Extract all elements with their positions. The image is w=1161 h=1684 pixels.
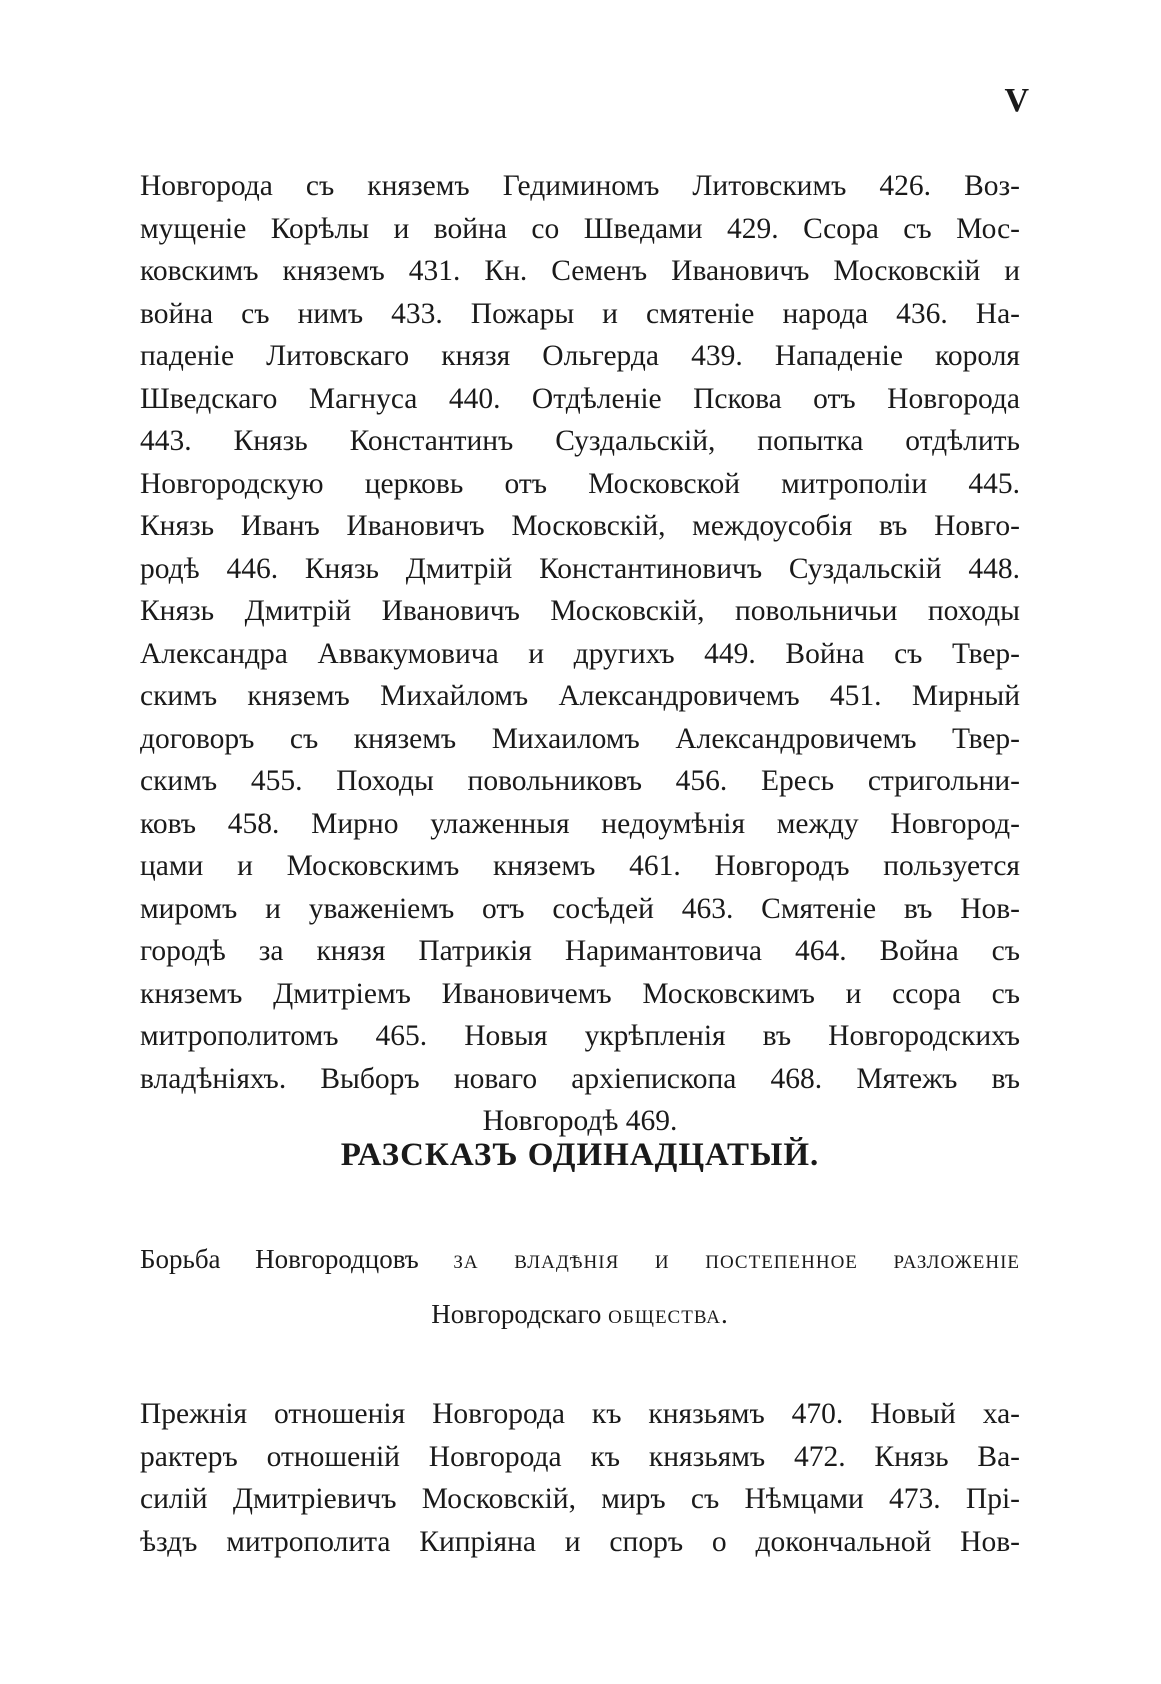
text-line: митрополитомъ 465. Новыя укрѣпленія въ Новгородскихъ [140,1020,1020,1052]
summary-paragraph-continued [140,165,1020,1143]
text-line: ковъ 458. Мирно улаженныя недоумѣнія между Новгород- [140,807,1020,840]
text-line: миромъ и уваженіемъ отъ сосѣдей 463. Смятеніе въ Нов- [140,892,1020,925]
subtitle-part: Борьба Новгородцовъ [140,1244,419,1274]
chapter-subtitle [140,1232,1020,1342]
text-line: рактеръ отношеній Новгорода къ князьямъ 472. Князь Ва- [140,1440,1020,1473]
text-line: Прежнія отношенія Новгорода къ князьямъ 470. Новый ха- [140,1398,1020,1430]
text-line: 443. Князь Константинъ Суздальскій, попытка отдѣлить [140,425,1020,457]
subtitle-line [140,1287,1020,1342]
subtitle-part: Новгородскаго [431,1299,602,1329]
subtitle-part-small-caps: за владѣнія и постепенное разложеніе [453,1244,1021,1274]
text-line: договоръ съ княземъ Михаиломъ Александровичемъ Твер- [140,722,1020,755]
chapter-heading: РАЗСКАЗЪ ОДИНАДЦАТЫЙ. [340,1137,820,1173]
subtitle-line [140,1232,1020,1287]
text-line: Князь Дмитрій Ивановичъ Московскій, повольничьи походы [140,595,1020,627]
text-line: война съ нимъ 433. Пожары и смятеніе народа 436. На- [140,297,1020,330]
text-line: родѣ 446. Князь Дмитрій Константиновичъ Суздальскій 448. [140,552,1020,585]
text-line: Новгородскую церковь отъ Московской митрополіи 445. [140,467,1020,500]
text-line: ѣздъ митрополита Кипріяна и споръ о докончальной Нов- [140,1525,1020,1558]
text-line-final: Новгородѣ 469. [482,1105,678,1137]
text-line: ковскимъ княземъ 431. Кн. Семенъ Ивановичъ Московскій и [140,255,1020,287]
text-line: городѣ за князя Патрикія Наримантовича 464. Война съ [140,935,1020,967]
summary-paragraph-chapter-11 [140,1393,1020,1563]
text-line: скимъ 455. Походы повольниковъ 456. Ересь стригольни- [140,765,1020,797]
text-line: цами и Московскимъ княземъ 461. Новгородъ пользуется [140,850,1020,882]
text-line: Шведскаго Магнуса 440. Отдѣленіе Пскова отъ Новгорода [140,382,1020,415]
text-line: мущеніе Корѣлы и война со Шведами 429. Ссора съ Мос- [140,212,1020,245]
text-line: скимъ княземъ Михайломъ Александровичемъ 451. Мирный [140,680,1020,712]
text-line: владѣніяхъ. Выборъ новаго архіепископа 468. Мятежъ въ [140,1062,1020,1095]
text-line: Князь Иванъ Ивановичъ Московскій, междоусобія въ Новго- [140,510,1020,542]
text-line: Новгорода съ княземъ Гедиминомъ Литовскимъ 426. Воз- [140,170,1020,202]
text-line: княземъ Дмитріемъ Ивановичемъ Московскимъ и ссора съ [140,977,1020,1010]
text-line: паденіе Литовскаго князя Ольгерда 439. Нападеніе короля [140,340,1020,372]
subtitle-part-small-caps: общества. [608,1299,729,1329]
page-number: V [1004,82,1029,119]
text-line: Александра Аввакумовича и другихъ 449. Война съ Твер- [140,637,1020,670]
text-line: силій Дмитріевичъ Московскій, миръ съ Нѣмцами 473. Прі- [140,1483,1020,1515]
